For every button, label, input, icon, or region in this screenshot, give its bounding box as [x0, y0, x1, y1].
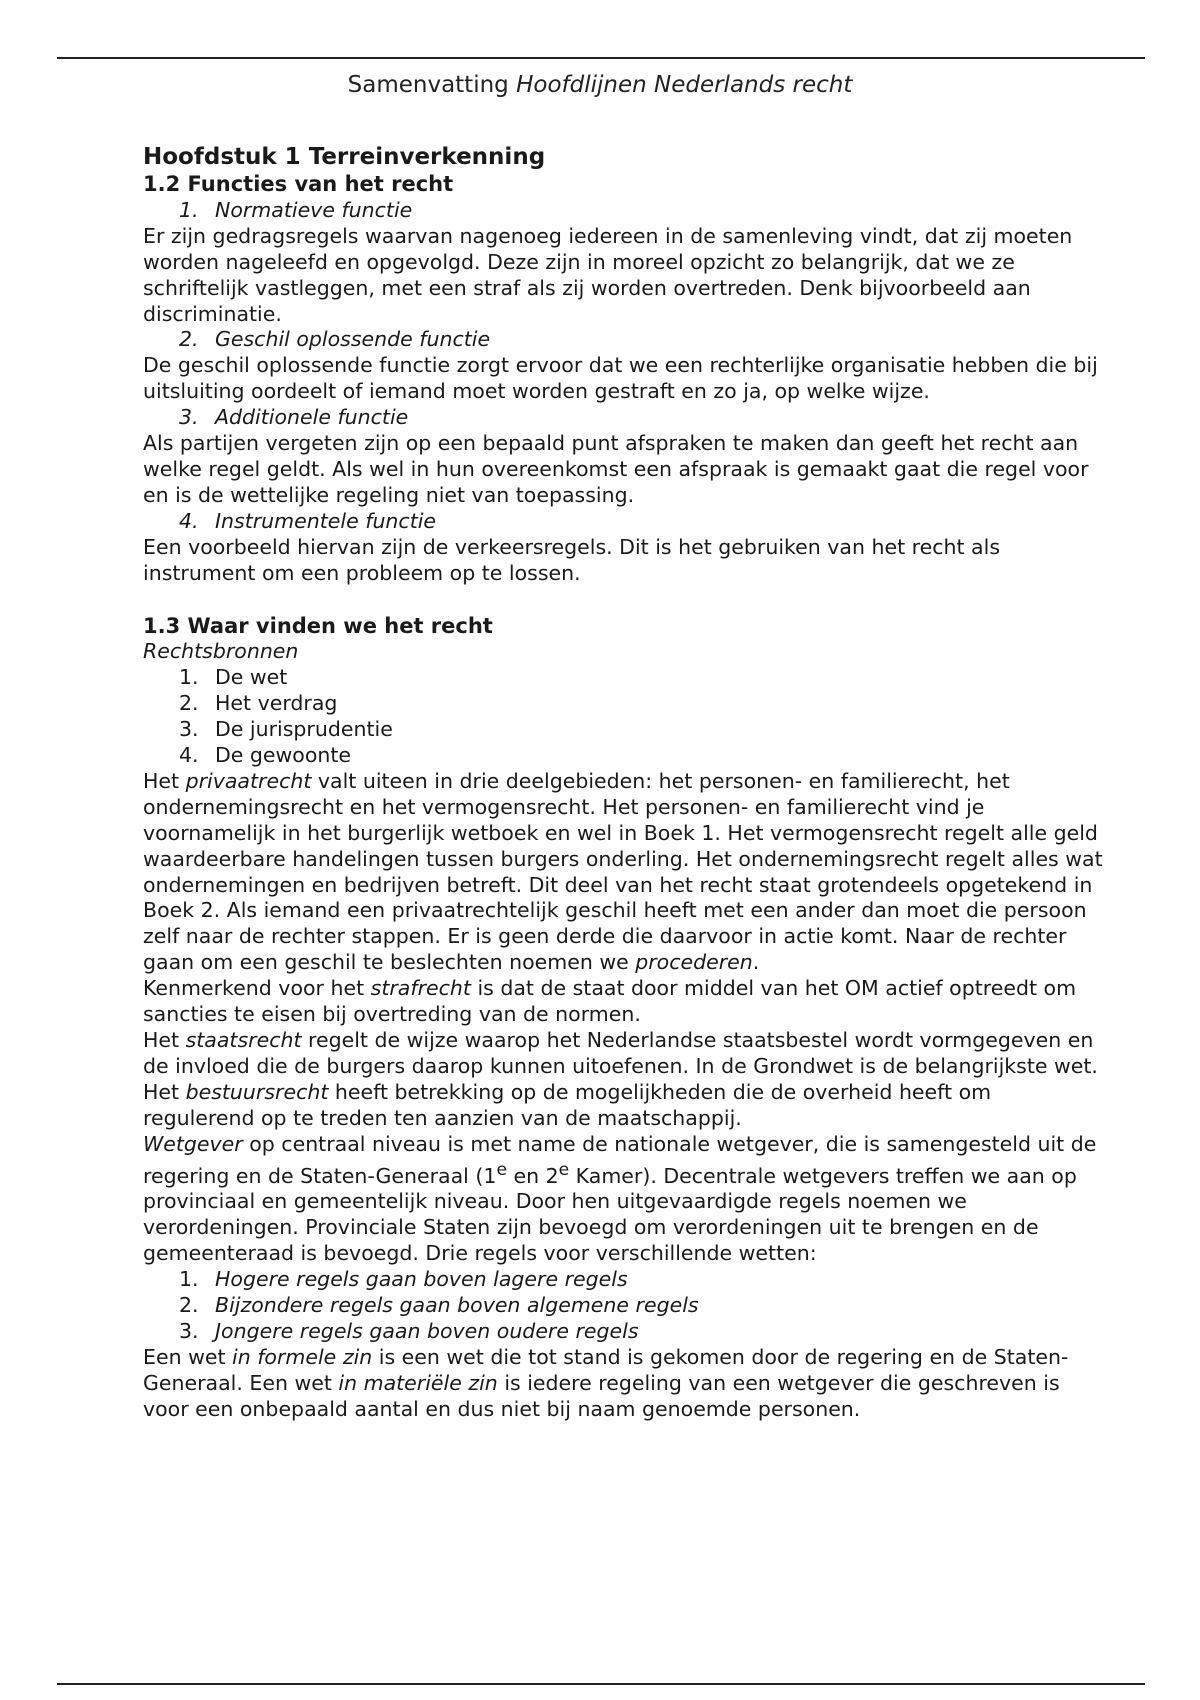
section-heading-1-3: 1.3 Waar vinden we het recht	[143, 613, 493, 638]
text-run: is een wet die tot stand is gekomen door de regering en de Staten-Generaal. Een wet	[143, 1344, 1069, 1395]
list-number: 3.	[179, 405, 199, 430]
header-prefix: Samenvatting	[347, 72, 517, 98]
list-number: 3.	[179, 717, 199, 742]
function-paragraph-1: Er zijn gedragsregels waarvan nagenoeg iedereen in de samenleving vindt, dat zij moeten worden nageleefd en opgevolgd. Deze zijn in moreel opzicht zo belangrijk, dat we ze schriftelijk vastleggen, met een straf als zij worden overtreden. Denk bijvoorbeeld aan discriminatie.	[143, 223, 1073, 326]
text-run: op centraal niveau is met name de nationale wetgever, die is samengesteld uit de regering en de Staten-Generaal (1	[143, 1131, 1097, 1188]
text-run: Het	[143, 1079, 186, 1104]
text-run: is iedere regeling van een wetgever die geschreven is voor een onbepaald aantal en dus niet bij naam genoemde personen.	[143, 1370, 1060, 1421]
term-procederen: procederen	[635, 950, 753, 975]
list-number: 4.	[179, 508, 199, 533]
rule-label: Jongere regels gaan boven oudere regels	[215, 1318, 639, 1343]
function-paragraph-4: Een voorbeeld hiervan zijn de verkeersregels. Dit is het gebruiken van het recht als instrument om een probleem op te lossen.	[143, 534, 1000, 585]
rule-label: Bijzondere regels gaan boven algemene regels	[215, 1292, 699, 1317]
function-paragraph-2: De geschil oplossende functie zorgt ervoor dat we een rechterlijke organisatie hebben die bij uitsluiting oordeelt of iemand moet worden gestraft en zo ja, op welke wijze.	[143, 353, 1098, 404]
function-item-3	[143, 405, 1103, 431]
function-label: Normatieve functie	[215, 197, 413, 222]
paragraph-staatsrecht	[143, 1028, 1103, 1080]
document-body	[143, 142, 1103, 1422]
source-item-1	[143, 665, 1103, 691]
function-label: Geschil oplossende functie	[215, 327, 491, 352]
source-item-4	[143, 743, 1103, 769]
list-number: 2.	[179, 691, 199, 716]
term-privaatrecht: privaatrecht	[185, 768, 312, 793]
rule-item-2	[143, 1293, 1103, 1319]
text-run: Kamer). Decentrale wetgevers treffen we aan op provinciaal en gemeentelijk niveau. Door hen uitgevaardigde regels noemen we verordeningen. Provinciale Staten zijn bevoegd om verordeningen uit te brengen en de gemeenteraad is bevoegd. Drie regels voor verschillende wetten:	[143, 1163, 1077, 1266]
text-run: valt uiteen in drie deelgebieden: het personen- en familierecht, het ondernemingsrecht en het vermogensrecht. Het personen- en familierecht vind je voornamelijk in het burgerlijk wetboek en wel in Boek 1. Het vermogensrecht regelt alle geld waardeerbare handelingen tussen burgers onderling. Het ondernemingsrecht regelt alles wat ondernemingen en bedrijven betreft. Dit deel van het recht staat grotendeels opgetekend in Boek 2. Als iemand een privaatrechtelijk geschil heeft met een ander dan moet die persoon zelf naar de rechter stappen. Er is geen derde die daarvoor in actie komt. Naar de rechter gaan om een geschil te beslechten noemen we	[143, 768, 1103, 975]
text-run: Het	[143, 1028, 186, 1052]
paragraph-privaatrecht	[143, 769, 1103, 976]
section-gap	[143, 587, 1103, 614]
source-label: De jurisprudentie	[215, 717, 393, 742]
sources-label: Rechtsbronnen	[143, 639, 299, 664]
list-number: 2.	[179, 1292, 199, 1317]
list-number: 3.	[179, 1318, 199, 1343]
source-label: De wet	[215, 665, 288, 690]
text-run: heeft betrekking op de mogelijkheden die de overheid heeft om regulerend op te treden ten aanzien van de maatschappij.	[143, 1079, 992, 1130]
term-formele-zin: in formele zin	[232, 1344, 373, 1369]
text-run: is dat de staat door middel van het OM actief optreedt om sancties te eisen bij overtreding van de normen.	[143, 976, 1077, 1027]
paragraph-bestuursrecht	[143, 1080, 1103, 1132]
rule-item-1	[143, 1267, 1103, 1293]
source-label: De gewoonte	[215, 743, 352, 768]
footer-rule	[57, 1683, 1145, 1685]
list-number: 1.	[179, 665, 199, 690]
term-wetgever: Wetgever	[143, 1131, 243, 1156]
source-item-3	[143, 717, 1103, 743]
text-run: Kenmerkend voor het	[143, 976, 371, 1001]
list-number: 1.	[179, 197, 199, 222]
superscript: e	[558, 1159, 570, 1180]
page-header	[0, 70, 1200, 100]
superscript: e	[496, 1159, 507, 1180]
list-number: 4.	[179, 743, 199, 768]
text-run: .	[752, 950, 760, 975]
function-item-1	[143, 198, 1103, 224]
header-rule	[57, 57, 1145, 59]
function-paragraph-3: Als partijen vergeten zijn op een bepaald punt afspraken te maken dan geeft het recht aan welke regel geldt. Als wel in hun overeenkomst een afspraak is gemaakt gaat die regel voor en is de wettelijke regeling niet van toepassing.	[143, 431, 1089, 507]
term-staatsrecht: staatsrecht	[185, 1028, 302, 1052]
text-run: Het	[143, 768, 186, 793]
paragraph-strafrecht	[143, 976, 1103, 1028]
function-label: Instrumentele functie	[215, 508, 437, 533]
term-strafrecht: strafrecht	[370, 976, 471, 1001]
function-item-4	[143, 509, 1103, 535]
term-materiele-zin: in materiële zin	[338, 1370, 498, 1395]
source-label: Het verdrag	[215, 691, 338, 716]
rule-label: Hogere regels gaan boven lagere regels	[215, 1266, 628, 1291]
rule-item-3	[143, 1319, 1103, 1345]
list-number: 2.	[179, 327, 199, 352]
paragraph-wetgever	[143, 1132, 1103, 1267]
section-heading-1-2: 1.2 Functies van het recht	[143, 172, 454, 196]
header-title: Hoofdlijnen Nederlands recht	[516, 72, 853, 98]
text-run: Een wet	[143, 1344, 233, 1369]
text-run: regelt de wijze waarop het Nederlandse staatsbestel wordt vormgegeven en de invloed die de burgers daarop kunnen uitoefenen. In de Grondwet is de belangrijkste wet.	[143, 1028, 1098, 1078]
function-label: Additionele functie	[215, 405, 409, 430]
text-run: en 2	[506, 1163, 559, 1188]
list-number: 1.	[179, 1266, 199, 1291]
function-item-2	[143, 327, 1103, 353]
source-item-2	[143, 691, 1103, 717]
paragraph-wet-formeel-materieel	[143, 1345, 1103, 1423]
chapter-heading: Hoofdstuk 1 Terreinverkenning	[143, 144, 546, 170]
term-bestuursrecht: bestuursrecht	[185, 1079, 329, 1104]
